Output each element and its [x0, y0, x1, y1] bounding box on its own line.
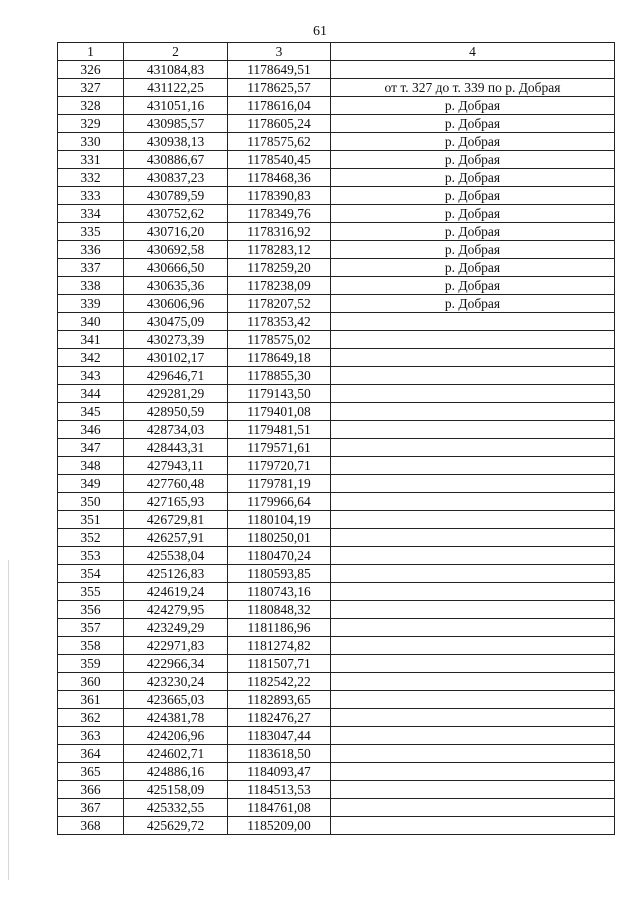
table-row	[58, 421, 615, 439]
x-coordinate-cell: 423230,24	[124, 673, 228, 691]
y-coordinate-cell: 1180743,16	[228, 583, 331, 601]
description-cell: р. Добрая	[331, 169, 615, 187]
y-coordinate-cell: 1181186,96	[228, 619, 331, 637]
x-coordinate-cell: 430886,67	[124, 151, 228, 169]
x-coordinate-cell: 430635,36	[124, 277, 228, 295]
point-number-cell: 365	[58, 763, 124, 781]
x-coordinate-cell: 431084,83	[124, 61, 228, 79]
table-row	[58, 79, 615, 97]
description-cell	[331, 61, 615, 79]
column-header-y: 3	[228, 43, 331, 61]
y-coordinate-cell: 1178259,20	[228, 259, 331, 277]
point-number-cell: 330	[58, 133, 124, 151]
y-coordinate-cell: 1180470,24	[228, 547, 331, 565]
x-coordinate-cell: 424279,95	[124, 601, 228, 619]
x-coordinate-cell: 425332,55	[124, 799, 228, 817]
description-cell	[331, 727, 615, 745]
description-cell: р. Добрая	[331, 187, 615, 205]
table-row	[58, 475, 615, 493]
table-row	[58, 565, 615, 583]
y-coordinate-cell: 1182542,22	[228, 673, 331, 691]
x-coordinate-cell: 430606,96	[124, 295, 228, 313]
x-coordinate-cell: 427760,48	[124, 475, 228, 493]
point-number-cell: 347	[58, 439, 124, 457]
x-coordinate-cell: 430938,13	[124, 133, 228, 151]
y-coordinate-cell: 1182476,27	[228, 709, 331, 727]
table-row	[58, 277, 615, 295]
table-row	[58, 151, 615, 169]
x-coordinate-cell: 430789,59	[124, 187, 228, 205]
x-coordinate-cell: 424619,24	[124, 583, 228, 601]
y-coordinate-cell: 1180104,19	[228, 511, 331, 529]
point-number-cell: 356	[58, 601, 124, 619]
scan-edge-line	[8, 560, 9, 880]
table-row	[58, 637, 615, 655]
x-coordinate-cell: 422971,83	[124, 637, 228, 655]
description-cell	[331, 385, 615, 403]
description-cell: р. Добрая	[331, 133, 615, 151]
y-coordinate-cell: 1178605,24	[228, 115, 331, 133]
point-number-cell: 335	[58, 223, 124, 241]
x-coordinate-cell: 430692,58	[124, 241, 228, 259]
column-header-point: 1	[58, 43, 124, 61]
table-row	[58, 367, 615, 385]
description-cell	[331, 565, 615, 583]
point-number-cell: 367	[58, 799, 124, 817]
point-number-cell: 363	[58, 727, 124, 745]
x-coordinate-cell: 426729,81	[124, 511, 228, 529]
point-number-cell: 333	[58, 187, 124, 205]
x-coordinate-cell: 430716,20	[124, 223, 228, 241]
y-coordinate-cell: 1178855,30	[228, 367, 331, 385]
table-row	[58, 133, 615, 151]
table-row	[58, 745, 615, 763]
description-cell	[331, 619, 615, 637]
y-coordinate-cell: 1178207,52	[228, 295, 331, 313]
table-body	[58, 61, 615, 835]
point-number-cell: 331	[58, 151, 124, 169]
point-number-cell: 366	[58, 781, 124, 799]
y-coordinate-cell: 1178616,04	[228, 97, 331, 115]
y-coordinate-cell: 1178625,57	[228, 79, 331, 97]
table-row	[58, 313, 615, 331]
y-coordinate-cell: 1178540,45	[228, 151, 331, 169]
point-number-cell: 351	[58, 511, 124, 529]
table-row	[58, 817, 615, 835]
point-number-cell: 345	[58, 403, 124, 421]
x-coordinate-cell: 430273,39	[124, 331, 228, 349]
description-cell	[331, 781, 615, 799]
table-row	[58, 97, 615, 115]
point-number-cell: 344	[58, 385, 124, 403]
point-number-cell: 358	[58, 637, 124, 655]
description-cell	[331, 637, 615, 655]
table-row	[58, 493, 615, 511]
description-cell	[331, 673, 615, 691]
description-cell	[331, 331, 615, 349]
y-coordinate-cell: 1178353,42	[228, 313, 331, 331]
point-number-cell: 357	[58, 619, 124, 637]
point-number-cell: 354	[58, 565, 124, 583]
x-coordinate-cell: 426257,91	[124, 529, 228, 547]
point-number-cell: 343	[58, 367, 124, 385]
table-row	[58, 529, 615, 547]
table-row	[58, 61, 615, 79]
point-number-cell: 350	[58, 493, 124, 511]
point-number-cell: 329	[58, 115, 124, 133]
point-number-cell: 360	[58, 673, 124, 691]
y-coordinate-cell: 1179720,71	[228, 457, 331, 475]
table-row	[58, 601, 615, 619]
description-cell	[331, 367, 615, 385]
y-coordinate-cell: 1180848,32	[228, 601, 331, 619]
table-row	[58, 583, 615, 601]
description-cell	[331, 691, 615, 709]
x-coordinate-cell: 429646,71	[124, 367, 228, 385]
description-cell	[331, 403, 615, 421]
point-number-cell: 355	[58, 583, 124, 601]
x-coordinate-cell: 427943,11	[124, 457, 228, 475]
description-cell	[331, 709, 615, 727]
table-row	[58, 295, 615, 313]
point-number-cell: 341	[58, 331, 124, 349]
y-coordinate-cell: 1183618,50	[228, 745, 331, 763]
description-cell	[331, 583, 615, 601]
y-coordinate-cell: 1178316,92	[228, 223, 331, 241]
point-number-cell: 340	[58, 313, 124, 331]
x-coordinate-cell: 423249,29	[124, 619, 228, 637]
y-coordinate-cell: 1184093,47	[228, 763, 331, 781]
table-row	[58, 205, 615, 223]
point-number-cell: 328	[58, 97, 124, 115]
x-coordinate-cell: 430102,17	[124, 349, 228, 367]
y-coordinate-cell: 1179966,64	[228, 493, 331, 511]
column-header-x: 2	[124, 43, 228, 61]
description-cell	[331, 421, 615, 439]
point-number-cell: 336	[58, 241, 124, 259]
table-row	[58, 403, 615, 421]
point-number-cell: 364	[58, 745, 124, 763]
point-number-cell: 362	[58, 709, 124, 727]
table-row	[58, 619, 615, 637]
y-coordinate-cell: 1179401,08	[228, 403, 331, 421]
x-coordinate-cell: 425629,72	[124, 817, 228, 835]
table-row	[58, 259, 615, 277]
point-number-cell: 352	[58, 529, 124, 547]
table-row	[58, 709, 615, 727]
table-row	[58, 439, 615, 457]
x-coordinate-cell: 430985,57	[124, 115, 228, 133]
table-row	[58, 673, 615, 691]
description-cell	[331, 493, 615, 511]
y-coordinate-cell: 1178575,02	[228, 331, 331, 349]
y-coordinate-cell: 1178238,09	[228, 277, 331, 295]
point-number-cell: 339	[58, 295, 124, 313]
description-cell: р. Добрая	[331, 223, 615, 241]
y-coordinate-cell: 1179481,51	[228, 421, 331, 439]
description-cell: р. Добрая	[331, 241, 615, 259]
y-coordinate-cell: 1178390,83	[228, 187, 331, 205]
description-cell: р. Добрая	[331, 205, 615, 223]
y-coordinate-cell: 1179571,61	[228, 439, 331, 457]
y-coordinate-cell: 1181274,82	[228, 637, 331, 655]
x-coordinate-cell: 425538,04	[124, 547, 228, 565]
x-coordinate-cell: 431122,25	[124, 79, 228, 97]
x-coordinate-cell: 423665,03	[124, 691, 228, 709]
table-row	[58, 799, 615, 817]
description-cell	[331, 529, 615, 547]
table-row	[58, 727, 615, 745]
x-coordinate-cell: 430475,09	[124, 313, 228, 331]
y-coordinate-cell: 1182893,65	[228, 691, 331, 709]
table-row	[58, 457, 615, 475]
point-number-cell: 353	[58, 547, 124, 565]
point-number-cell: 338	[58, 277, 124, 295]
table-row	[58, 547, 615, 565]
table-row	[58, 763, 615, 781]
x-coordinate-cell: 428734,03	[124, 421, 228, 439]
description-cell: р. Добрая	[331, 97, 615, 115]
point-number-cell: 337	[58, 259, 124, 277]
page-number: 61	[313, 24, 327, 39]
x-coordinate-cell: 429281,29	[124, 385, 228, 403]
description-cell	[331, 313, 615, 331]
y-coordinate-cell: 1184513,53	[228, 781, 331, 799]
x-coordinate-cell: 424206,96	[124, 727, 228, 745]
point-number-cell: 332	[58, 169, 124, 187]
table-row	[58, 781, 615, 799]
x-coordinate-cell: 425158,09	[124, 781, 228, 799]
y-coordinate-cell: 1181507,71	[228, 655, 331, 673]
description-cell: р. Добрая	[331, 115, 615, 133]
point-number-cell: 368	[58, 817, 124, 835]
y-coordinate-cell: 1178649,18	[228, 349, 331, 367]
description-cell	[331, 511, 615, 529]
x-coordinate-cell: 428443,31	[124, 439, 228, 457]
table-row	[58, 169, 615, 187]
description-cell: от т. 327 до т. 339 по р. Добрая	[331, 79, 615, 97]
description-cell	[331, 475, 615, 493]
table-row	[58, 385, 615, 403]
y-coordinate-cell: 1179143,50	[228, 385, 331, 403]
x-coordinate-cell: 424886,16	[124, 763, 228, 781]
point-number-cell: 359	[58, 655, 124, 673]
x-coordinate-cell: 431051,16	[124, 97, 228, 115]
description-cell	[331, 547, 615, 565]
point-number-cell: 327	[58, 79, 124, 97]
y-coordinate-cell: 1185209,00	[228, 817, 331, 835]
description-cell: р. Добрая	[331, 277, 615, 295]
point-number-cell: 349	[58, 475, 124, 493]
table-row	[58, 115, 615, 133]
x-coordinate-cell: 430752,62	[124, 205, 228, 223]
y-coordinate-cell: 1178649,51	[228, 61, 331, 79]
x-coordinate-cell: 427165,93	[124, 493, 228, 511]
point-number-cell: 342	[58, 349, 124, 367]
description-cell	[331, 799, 615, 817]
description-cell	[331, 457, 615, 475]
point-number-cell: 361	[58, 691, 124, 709]
coordinates-table	[57, 42, 615, 835]
description-cell	[331, 601, 615, 619]
table-row	[58, 223, 615, 241]
description-cell: р. Добрая	[331, 151, 615, 169]
y-coordinate-cell: 1180593,85	[228, 565, 331, 583]
table-header-row	[58, 43, 615, 61]
point-number-cell: 348	[58, 457, 124, 475]
point-number-cell: 334	[58, 205, 124, 223]
table-row	[58, 349, 615, 367]
y-coordinate-cell: 1180250,01	[228, 529, 331, 547]
y-coordinate-cell: 1178283,12	[228, 241, 331, 259]
description-cell	[331, 439, 615, 457]
table-row	[58, 241, 615, 259]
x-coordinate-cell: 424602,71	[124, 745, 228, 763]
description-cell: р. Добрая	[331, 259, 615, 277]
table-row	[58, 187, 615, 205]
table-row	[58, 331, 615, 349]
description-cell	[331, 655, 615, 673]
y-coordinate-cell: 1184761,08	[228, 799, 331, 817]
x-coordinate-cell: 422966,34	[124, 655, 228, 673]
x-coordinate-cell: 430666,50	[124, 259, 228, 277]
y-coordinate-cell: 1179781,19	[228, 475, 331, 493]
description-cell	[331, 349, 615, 367]
table-row	[58, 691, 615, 709]
y-coordinate-cell: 1183047,44	[228, 727, 331, 745]
column-header-description: 4	[331, 43, 615, 61]
table-row	[58, 655, 615, 673]
y-coordinate-cell: 1178468,36	[228, 169, 331, 187]
description-cell	[331, 763, 615, 781]
description-cell	[331, 745, 615, 763]
table-row	[58, 511, 615, 529]
y-coordinate-cell: 1178575,62	[228, 133, 331, 151]
description-cell: р. Добрая	[331, 295, 615, 313]
x-coordinate-cell: 424381,78	[124, 709, 228, 727]
point-number-cell: 346	[58, 421, 124, 439]
y-coordinate-cell: 1178349,76	[228, 205, 331, 223]
x-coordinate-cell: 430837,23	[124, 169, 228, 187]
description-cell	[331, 817, 615, 835]
x-coordinate-cell: 425126,83	[124, 565, 228, 583]
point-number-cell: 326	[58, 61, 124, 79]
x-coordinate-cell: 428950,59	[124, 403, 228, 421]
